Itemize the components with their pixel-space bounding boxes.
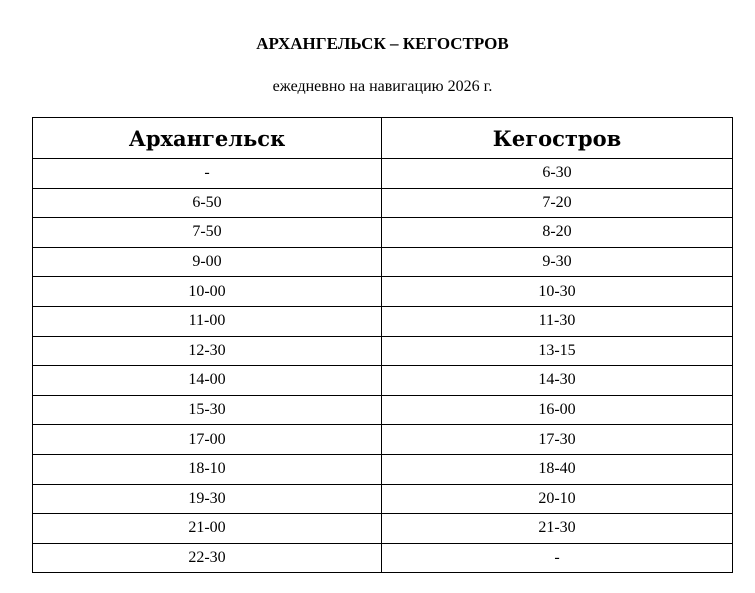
departure-arkhangelsk: 18-10	[33, 454, 382, 484]
departure-arkhangelsk: 14-00	[33, 366, 382, 396]
table-row	[33, 425, 733, 455]
departure-kegostrov: 18-40	[382, 454, 733, 484]
column-header-arkhangelsk: Архангельск	[33, 118, 382, 159]
departure-kegostrov: 7-20	[382, 188, 733, 218]
table-row	[33, 188, 733, 218]
departure-kegostrov: 10-30	[382, 277, 733, 307]
departure-kegostrov: -	[382, 543, 733, 573]
table-row	[33, 336, 733, 366]
departure-arkhangelsk: 12-30	[33, 336, 382, 366]
departure-arkhangelsk: 17-00	[33, 425, 382, 455]
departure-kegostrov: 9-30	[382, 247, 733, 277]
departure-arkhangelsk: 11-00	[33, 306, 382, 336]
departure-kegostrov: 6-30	[382, 159, 733, 189]
departure-arkhangelsk: 7-50	[33, 218, 382, 248]
departure-arkhangelsk: 19-30	[33, 484, 382, 514]
departure-arkhangelsk: 15-30	[33, 395, 382, 425]
table-header-row	[33, 118, 733, 159]
table-row	[33, 366, 733, 396]
table-row	[33, 543, 733, 573]
departure-kegostrov: 14-30	[382, 366, 733, 396]
departure-kegostrov: 13-15	[382, 336, 733, 366]
table-row	[33, 218, 733, 248]
table-row	[33, 306, 733, 336]
column-header-kegostrov: Кегостров	[382, 118, 733, 159]
departure-arkhangelsk: 21-00	[33, 514, 382, 544]
departure-kegostrov: 16-00	[382, 395, 733, 425]
departure-arkhangelsk: -	[33, 159, 382, 189]
departure-kegostrov: 17-30	[382, 425, 733, 455]
table-row	[33, 514, 733, 544]
table-row	[33, 484, 733, 514]
departure-arkhangelsk: 9-00	[33, 247, 382, 277]
departure-arkhangelsk: 10-00	[33, 277, 382, 307]
table-row	[33, 247, 733, 277]
table-row	[33, 395, 733, 425]
departure-kegostrov: 21-30	[382, 514, 733, 544]
ferry-schedule-table	[32, 117, 733, 573]
schedule-title: АРХАНГЕЛЬСК – КЕГОСТРОВ	[256, 34, 509, 53]
departure-arkhangelsk: 22-30	[33, 543, 382, 573]
departure-kegostrov: 8-20	[382, 218, 733, 248]
table-row	[33, 159, 733, 189]
table-row	[33, 454, 733, 484]
departure-kegostrov: 20-10	[382, 484, 733, 514]
table-row	[33, 277, 733, 307]
departure-arkhangelsk: 6-50	[33, 188, 382, 218]
departure-kegostrov: 11-30	[382, 306, 733, 336]
schedule-subtitle: ежедневно на навигацию 2026 г.	[272, 78, 493, 95]
